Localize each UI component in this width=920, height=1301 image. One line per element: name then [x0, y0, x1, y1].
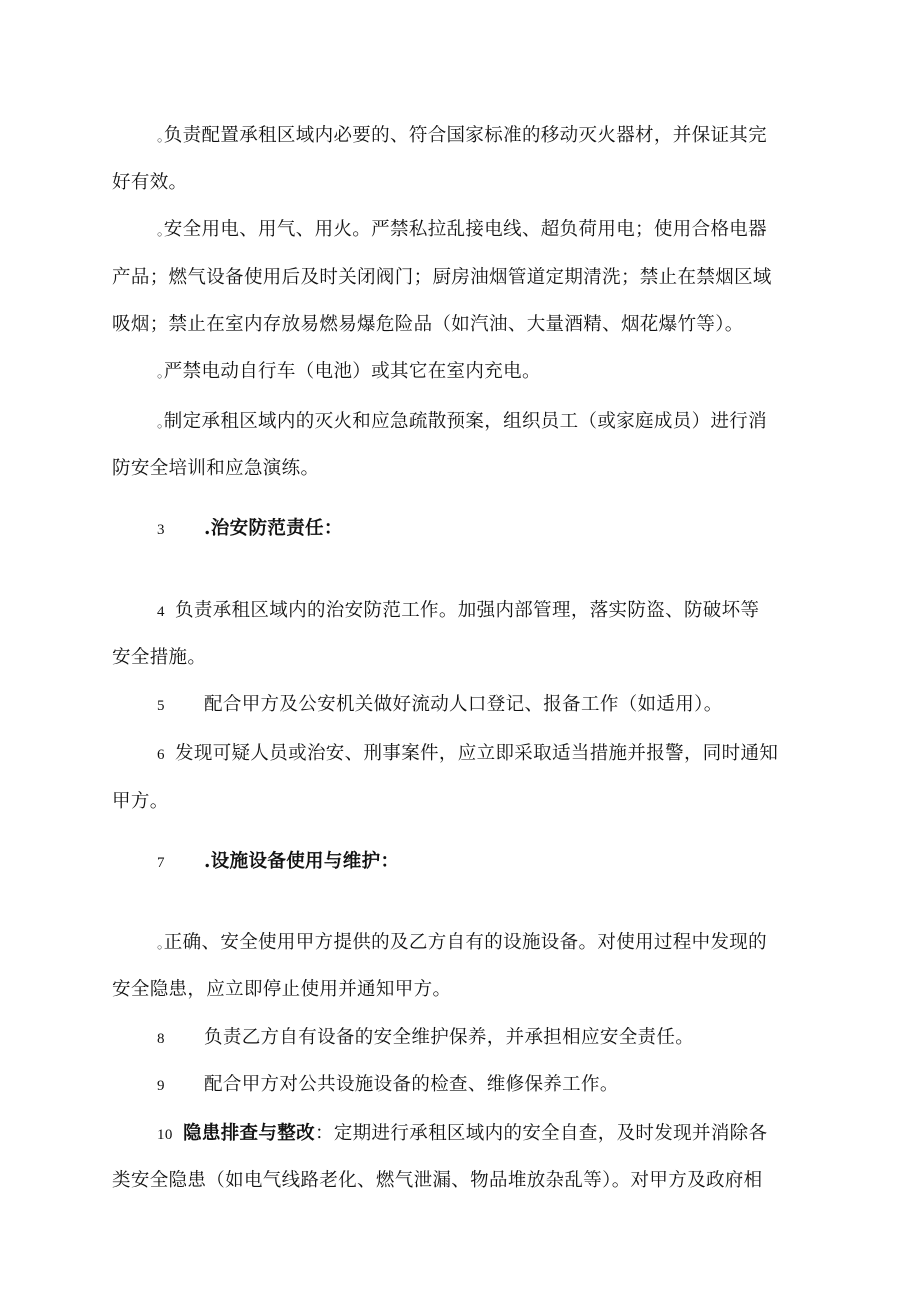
section-heading-security [157, 516, 857, 543]
paragraph-fire-equipment-line-2: 好有效。 [112, 172, 188, 193]
item-9: 9 配合甲方对公共设施设备的检查、维修保养工作。 [157, 1072, 857, 1099]
bullet-marker: ○ [157, 942, 163, 952]
item-6-line-2: 甲方。 [112, 791, 169, 812]
item-6-line-1: 6 发现可疑人员或治安、刑事案件，应立即采取适当措施并报警，同时通知 [157, 741, 857, 768]
section-heading-facilities [157, 849, 857, 876]
paragraph-equipment-use-line-1: ○正确、安全使用甲方提供的及乙方自有的设施设备。对使用过程中发现的 [157, 932, 767, 953]
paragraph-safe-usage-line-2: 产品；燃气设备使用后及时关闭阀门；厨房油烟管道定期清洗；禁止在禁烟区域 [112, 267, 772, 288]
item-label: 隐患排查与整改 [183, 1123, 315, 1144]
item-number: 8 [157, 1031, 165, 1047]
item-10-line-1: 10 隐患排查与整改：定期进行承租区域内的安全自查，及时发现并消除各 [157, 1121, 857, 1148]
item-number: 4 [157, 604, 165, 620]
paragraph-fire-equipment-line-1: ○负责配置承租区域内必要的、符合国家标准的移动灭火器材，并保证其完 [157, 125, 767, 146]
paragraph-safe-usage-line-1: ○安全用电、用气、用火。严禁私拉乱接电线、超负荷用电；使用合格电器 [157, 219, 767, 240]
paragraph-ebike-charging: ○严禁电动自行车（电池）或其它在室内充电。 [157, 361, 541, 382]
bullet-marker: ○ [157, 421, 163, 431]
section-title: .治安防范责任： [204, 518, 343, 539]
item-number: 10 [157, 1127, 173, 1143]
item-5: 5 配合甲方及公安机关做好流动人口登记、报备工作（如适用）。 [157, 692, 857, 719]
item-number: 6 [157, 747, 165, 763]
item-number: 5 [157, 698, 165, 714]
bullet-marker: ○ [157, 371, 163, 381]
paragraph-safe-usage-line-3: 吸烟；禁止在室内存放易燃易爆危险品（如汽油、大量酒精、烟花爆竹等）。 [112, 314, 744, 335]
bullet-marker: ○ [157, 229, 163, 239]
item-4-line-2: 安全措施。 [112, 647, 207, 668]
item-4-line-1: 4 负责承租区域内的治安防范工作。加强内部管理，落实防盗、防破坏等 [157, 598, 857, 625]
bullet-marker: ○ [157, 135, 163, 145]
section-title: .设施设备使用与维护： [204, 851, 400, 872]
item-8: 8 负责乙方自有设备的安全维护保养，并承担相应安全责任。 [157, 1025, 857, 1052]
section-number: 7 [157, 855, 165, 871]
item-number: 9 [157, 1078, 165, 1094]
paragraph-evacuation-plan-line-1: ○制定承租区域内的灭火和应急疏散预案，组织员工（或家庭成员）进行消 [157, 411, 767, 432]
section-number: 3 [157, 522, 165, 538]
item-10-line-2: 类安全隐患（如电气线路老化、燃气泄漏、物品堆放杂乱等）。对甲方及政府相 [112, 1170, 763, 1191]
paragraph-equipment-use-line-2: 安全隐患，应立即停止使用并通知甲方。 [112, 979, 452, 1000]
paragraph-evacuation-plan-line-2: 防安全培训和应急演练。 [112, 458, 320, 479]
